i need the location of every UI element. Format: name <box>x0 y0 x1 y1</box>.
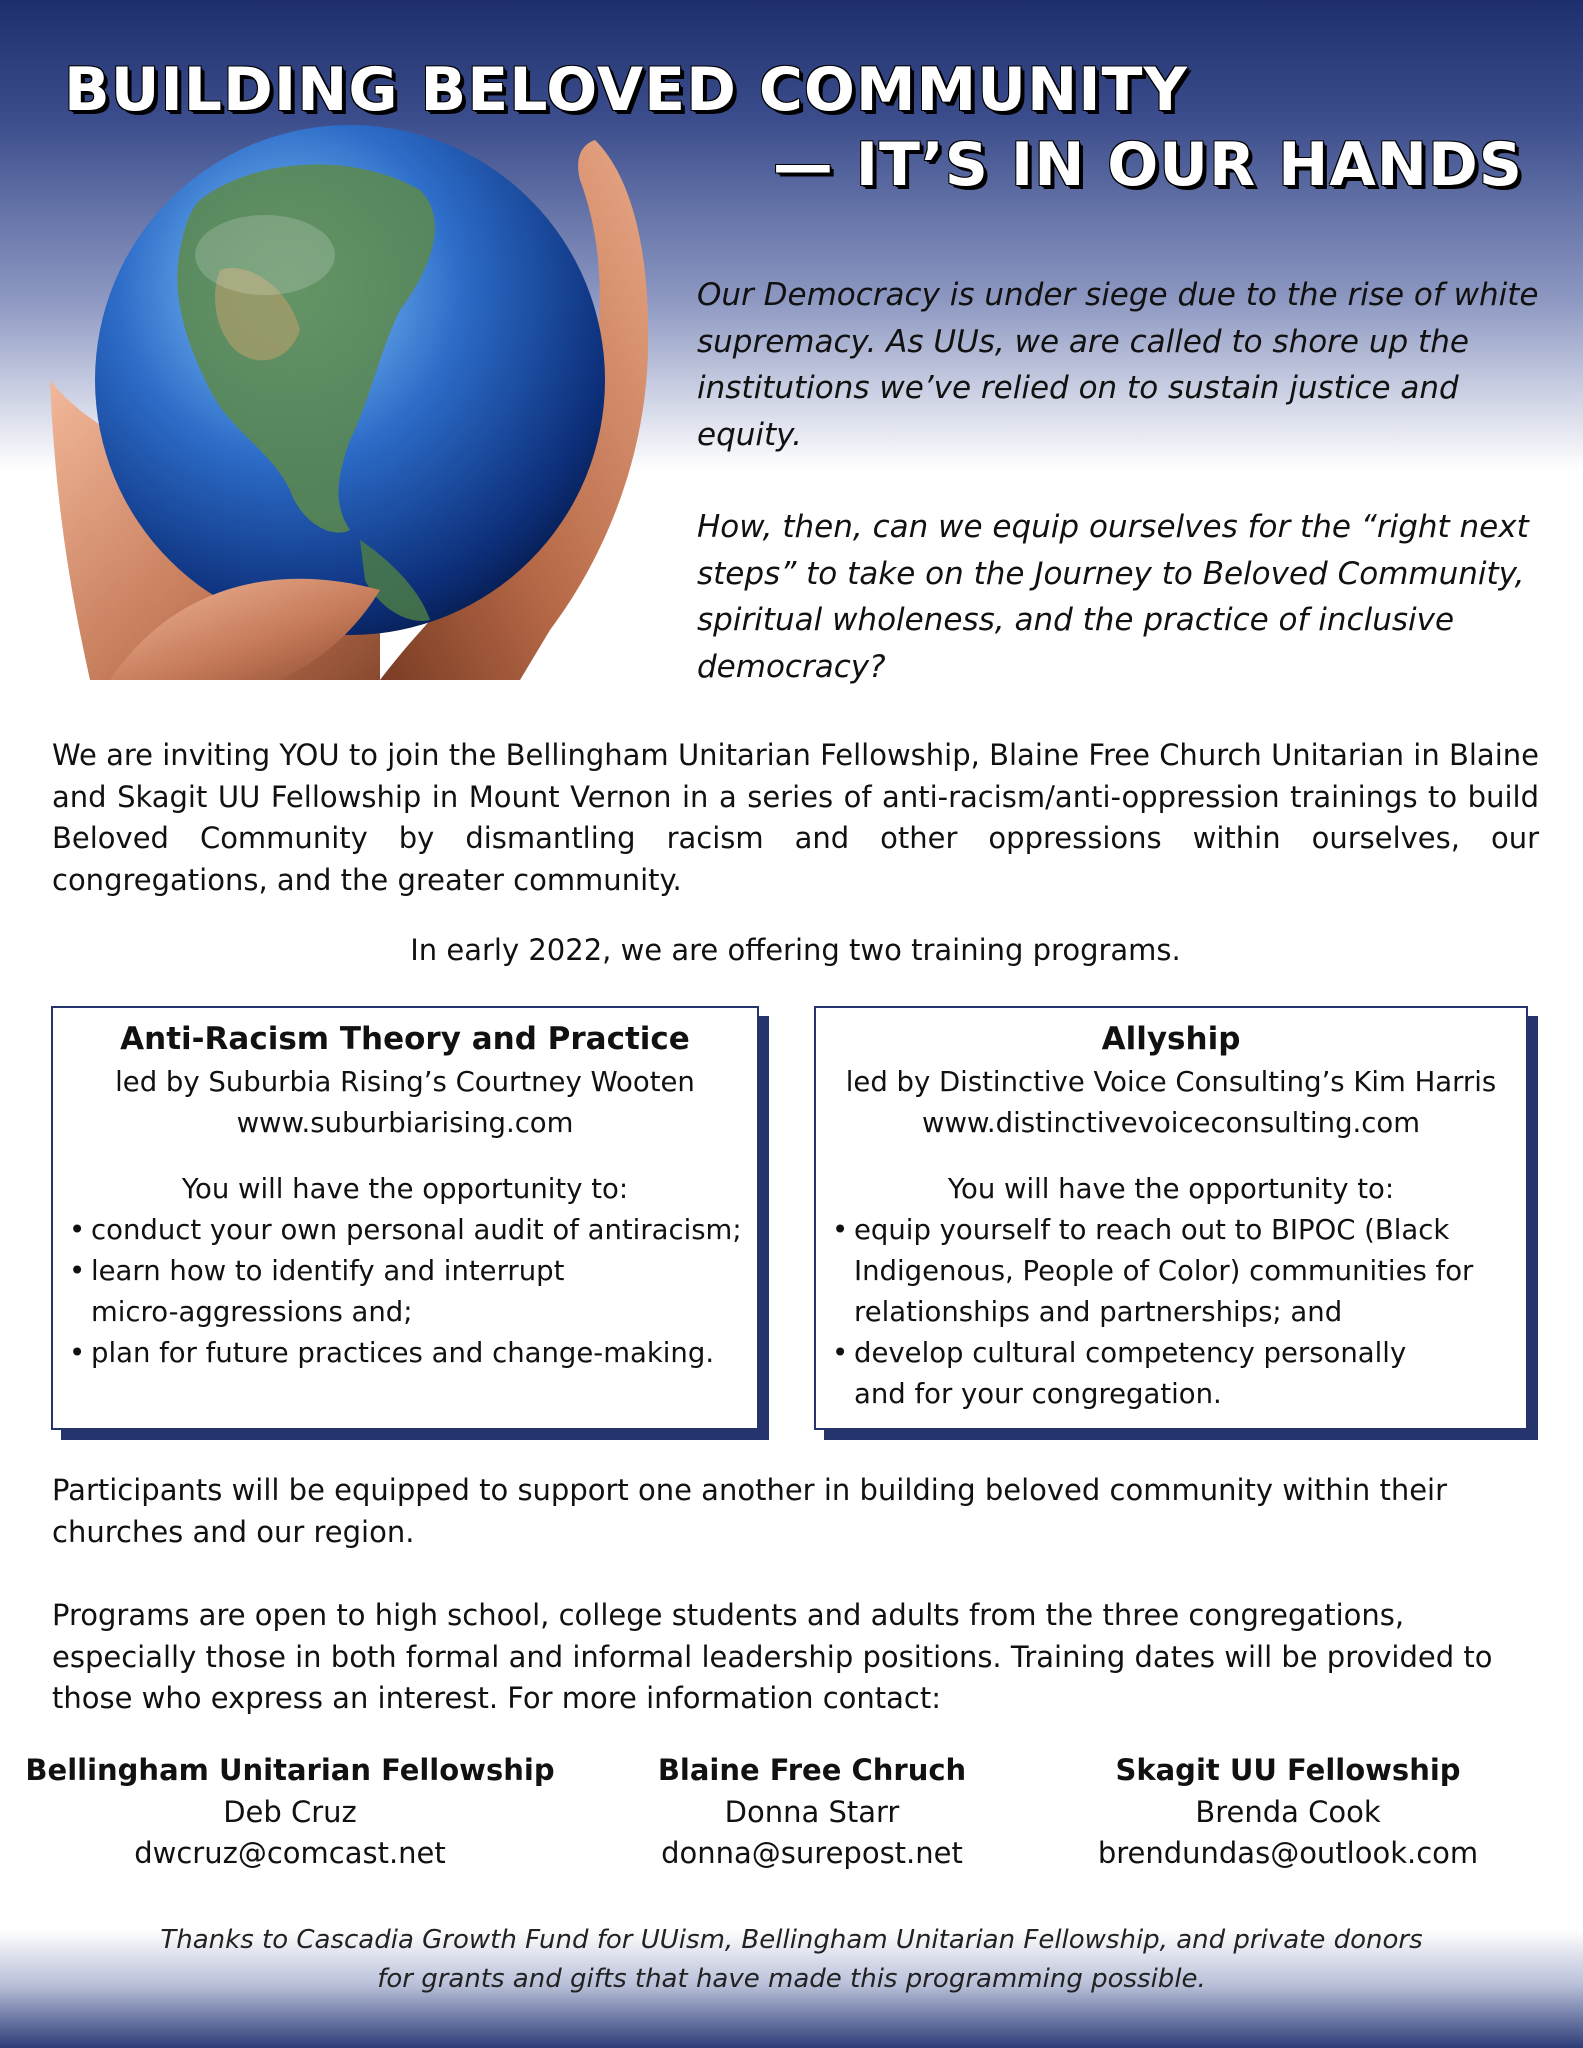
program-list <box>816 1210 1526 1415</box>
contact-name: Brenda Cook <box>1195 1794 1381 1829</box>
thanks-line-1: Thanks to Cascadia Growth Fund for UUism, Bellingham Unitarian Fellowship, and private donors <box>160 1925 1423 1955</box>
program-lead: You will have the opportunity to: <box>947 1173 1395 1205</box>
program-list <box>53 1210 757 1374</box>
intro-text <box>697 272 1547 690</box>
list-item: • equip yourself to reach out to BIPOC (Black Indigenous, People of Color) communities for relationships and partnerships; and <box>830 1210 1512 1333</box>
participants-paragraph: Participants will be equipped to support one another in building beloved community within their churches and our region. <box>52 1473 1448 1549</box>
contact-org: Skagit UU Fellowship <box>1115 1753 1461 1787</box>
list-item: • conduct your own personal audit of antiracism; <box>67 1210 743 1251</box>
program-leader: led by Distinctive Voice Consulting’s Kim Harris <box>845 1066 1497 1098</box>
contacts-section <box>0 1750 1583 1880</box>
list-item: • develop cultural competency personally and for your congregation. <box>830 1333 1512 1415</box>
program-title: Allyship <box>1101 1021 1241 1057</box>
title-line-1: BUILDING BELOVED COMMUNITY <box>64 55 1188 125</box>
contact-blaine <box>658 1750 966 1875</box>
contact-skagit <box>1098 1750 1478 1875</box>
contact-email[interactable]: brendundas@outlook.com <box>1097 1836 1479 1870</box>
offering-paragraph: In early 2022, we are offering two training programs. <box>410 933 1181 967</box>
list-item: • learn how to identify and interrupt micro-aggressions and; <box>67 1251 743 1333</box>
program-website: www.distinctivevoiceconsulting.com <box>921 1107 1421 1139</box>
program-box-anti-racism <box>51 1006 759 1430</box>
contact-org: Bellingham Unitarian Fellowship <box>25 1753 555 1787</box>
contact-name: Deb Cruz <box>223 1794 357 1829</box>
contact-email[interactable]: donna@surepost.net <box>661 1836 963 1870</box>
contact-email[interactable]: dwcruz@comcast.net <box>134 1836 446 1870</box>
program-box-allyship <box>814 1006 1528 1430</box>
contact-name: Donna Starr <box>724 1794 900 1829</box>
invitation-paragraph: We are inviting YOU to join the Bellingham Unitarian Fellowship, Blaine Free Church Unitarian in Blaine and Skagit UU Fellowship in Mount Vernon in a series of anti-racism/anti-oppression trainings to build Beloved Community by dismantling racism and other oppressions within ourselves, our congregations, and the greater community. <box>52 738 1539 897</box>
intro-paragraph-2: How, then, can we equip ourselves for the “right next steps” to take on the Journey to Beloved Community, spiritual wholeness, and the practice of inclusive democracy? <box>697 509 1529 685</box>
thanks-note <box>0 1921 1583 1999</box>
program-lead: You will have the opportunity to: <box>181 1173 629 1205</box>
contact-bellingham <box>25 1750 554 1875</box>
contact-org: Blaine Free Chruch <box>657 1753 967 1787</box>
title-line-2: — IT’S IN OUR HANDS <box>772 130 1523 200</box>
thanks-line-2: for grants and gifts that have made this programming possible. <box>377 1964 1206 1994</box>
program-title: Anti-Racism Theory and Practice <box>120 1021 690 1057</box>
intro-paragraph-1: Our Democracy is under siege due to the rise of white supremacy. As UUs, we are called to shore up the institutions we’ve relied on to sustain justice and equity. <box>697 277 1539 453</box>
list-item: • plan for future practices and change-making. <box>67 1333 743 1374</box>
program-website: www.suburbiarising.com <box>236 1107 574 1139</box>
program-leader: led by Suburbia Rising’s Courtney Wooten <box>115 1066 695 1098</box>
globe-in-hands-icon <box>50 120 660 690</box>
programs-paragraph: Programs are open to high school, college students and adults from the three congregations, especially those in both formal and informal leadership positions. Training dates will be provided to those who express an interest. For more information contact: <box>52 1598 1493 1715</box>
